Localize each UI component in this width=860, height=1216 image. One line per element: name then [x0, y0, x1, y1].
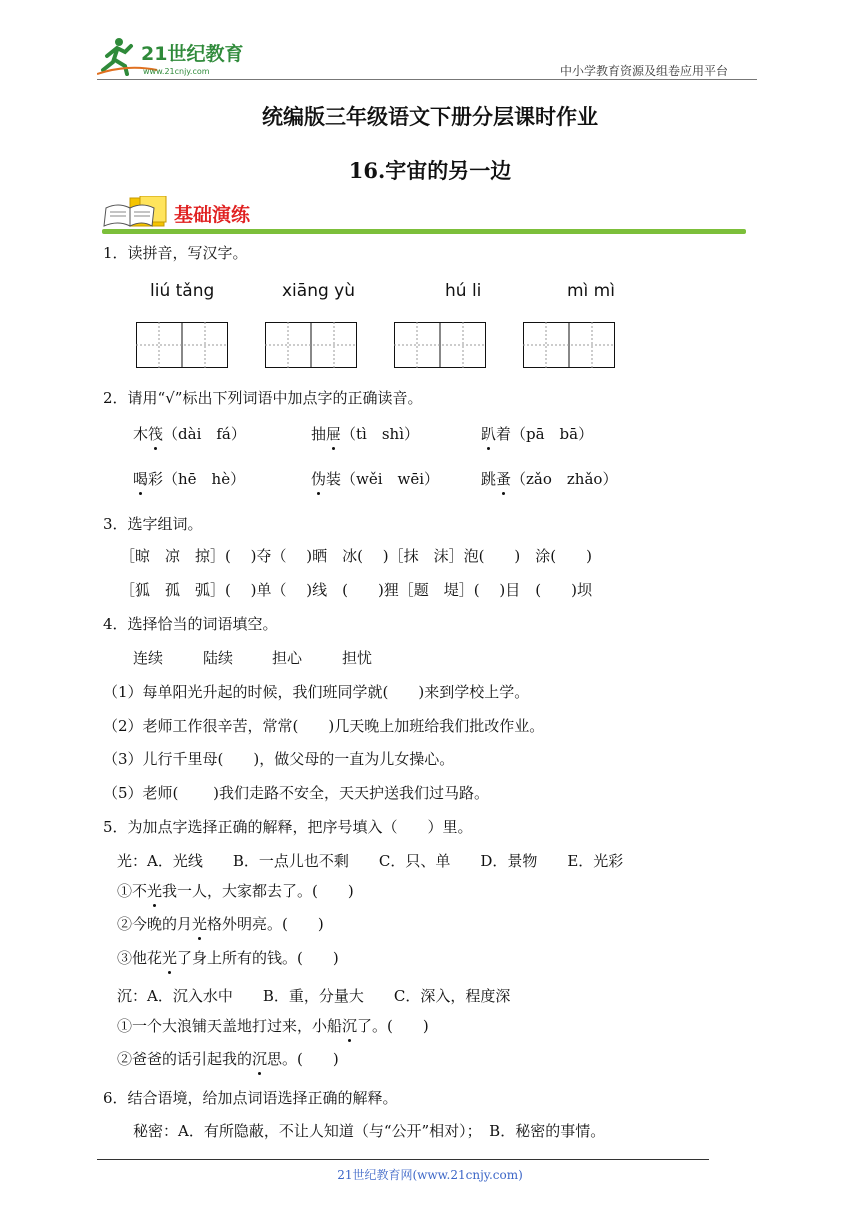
q1-pinyin-3: hú li — [445, 281, 482, 301]
footer-link[interactable]: 21世纪教育网(www.21cnjy.com) — [337, 1168, 523, 1182]
dotted-char: 趴 — [481, 425, 497, 443]
dotted-char: 沉 — [342, 1017, 358, 1035]
q4-word-3: 担心 — [272, 649, 303, 667]
dotted-char: 光 — [147, 882, 163, 900]
q5-guang-options: 光：A．光线 B．一点儿也不剩 C．只、单 D．景物 E．光彩 — [117, 852, 624, 870]
q5-guang-item-2: ②今晚的月光格外明亮。( ) — [117, 915, 324, 933]
q5-guang-item-3: ③他花光了身上所有的钱。( ) — [117, 949, 339, 967]
dotted-char: 光 — [192, 915, 208, 933]
q5-chen-options: 沉：A．沉入水中 B．重，分量大 C．深入，程度深 — [117, 987, 511, 1005]
q5-chen-item-2: ②爸爸的话引起我的沉思。( ) — [117, 1050, 339, 1068]
q4-word-1: 连续 — [133, 649, 164, 667]
page-subtitle: 16.宇宙的另一边 — [348, 158, 512, 183]
q4-item-2: （2）老师工作很辛苦，常常( )几天晚上加班给我们批改作业。 — [103, 717, 545, 735]
q6-line: 秘密：A．有所隐蔽，不让人知道（与“公开”相对）； B．秘密的事情。 — [133, 1122, 606, 1140]
section-title: 基础演练 — [174, 204, 251, 226]
q4-item-3: （3）儿行千里母( )，做父母的一直为儿女操心。 — [103, 750, 455, 768]
logo — [97, 34, 257, 78]
q3-prompt: 3．选字组词。 — [103, 515, 203, 533]
q2-item-5: 伪装（wěi wēi） — [311, 470, 440, 488]
writing-grid-2[interactable] — [265, 322, 357, 368]
q3-line-1: ［晾 凉 掠］( )夺（ )晒 冰( )［抹 沫］泡( ) 涂( ) — [120, 547, 592, 565]
header-slogan: 中小学教育资源及组卷应用平台 — [560, 64, 729, 78]
writing-grid-4[interactable] — [523, 322, 615, 368]
dotted-char: 喝 — [133, 470, 149, 488]
q1-prompt: 1．读拼音，写汉字。 — [103, 244, 248, 262]
q5-prompt: 5．为加点字选择正确的解释，把序号填入（ ）里。 — [103, 818, 473, 836]
q5-guang-item-1: ①不光我一人，大家都去了。( ) — [117, 882, 354, 900]
q4-prompt: 4．选择恰当的词语填空。 — [103, 615, 278, 633]
header-divider — [97, 79, 757, 80]
q2-item-4: 喝彩（hē hè） — [133, 470, 246, 488]
dotted-char: 蚤 — [496, 470, 512, 488]
dotted-char: 伪 — [311, 470, 327, 488]
dotted-char: 屉 — [326, 425, 342, 443]
q1-pinyin-4: mì mì — [567, 281, 615, 301]
logo-url: www.21cnjy.com — [143, 67, 210, 76]
q2-item-6: 跳蚤（zǎo zhǎo） — [481, 470, 618, 488]
q6-prompt: 6．结合语境，给加点词语选择正确的解释。 — [103, 1089, 398, 1107]
dotted-char: 光 — [162, 949, 178, 967]
q4-word-4: 担忧 — [342, 649, 373, 667]
q4-item-4: （5）老师( )我们走路不安全，天天护送我们过马路。 — [103, 784, 490, 802]
dotted-char: 筏 — [148, 425, 164, 443]
page-title: 统编版三年级语文下册分层课时作业 — [262, 104, 598, 129]
q5-chen-item-1: ①一个大浪铺天盖地打过来，小船沉了。( ) — [117, 1017, 429, 1035]
q4-item-1: （1）每单阳光升起的时候，我们班同学就( )来到学校上学。 — [103, 683, 530, 701]
q2-item-2: 抽屉（tì shì） — [311, 425, 420, 443]
q1-pinyin-1: liú tǎng — [150, 281, 215, 301]
writing-grid-1[interactable] — [136, 322, 228, 368]
q2-item-1: 木筏（dài fá） — [133, 425, 246, 443]
q4-word-2: 陆续 — [203, 649, 234, 667]
writing-grid-3[interactable] — [394, 322, 486, 368]
q1-pinyin-2: xiāng yù — [282, 281, 356, 301]
q2-prompt: 2．请用“√”标出下列词语中加点字的正确读音。 — [103, 389, 423, 407]
q3-line-2: ［狐 孤 弧］( )单（ )线 ( )狸［题 堤］( )目 ( )坝 — [120, 581, 592, 599]
logo-text: 21世纪教育 — [141, 43, 244, 65]
footer-divider — [97, 1159, 709, 1160]
dotted-char: 沉 — [252, 1050, 268, 1068]
q2-item-3: 趴着（pā bā） — [481, 425, 594, 443]
book-icon — [104, 196, 166, 226]
